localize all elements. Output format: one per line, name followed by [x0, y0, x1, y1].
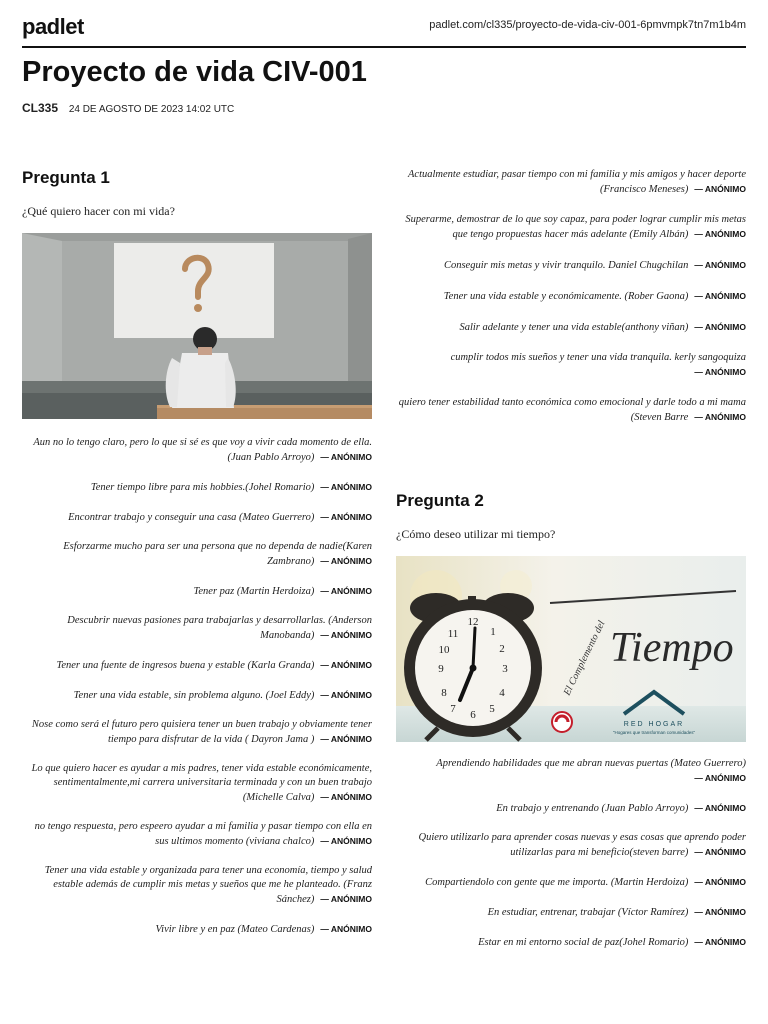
section-title: Pregunta 2	[396, 491, 484, 510]
post-author: — ANÓNIMO	[694, 260, 746, 270]
post-author: — ANÓNIMO	[694, 937, 746, 947]
svg-text:5: 5	[489, 703, 495, 715]
post-item[interactable]	[396, 351, 746, 380]
section-image-question-mark[interactable]	[22, 233, 372, 419]
post-author: — ANÓNIMO	[694, 773, 746, 783]
post-item[interactable]	[22, 614, 372, 643]
post-item[interactable]	[22, 688, 372, 703]
post-item[interactable]	[396, 831, 746, 860]
post-item[interactable]	[396, 320, 746, 335]
question-wall-illustration	[22, 233, 372, 419]
post-item[interactable]	[396, 801, 746, 816]
post-item[interactable]	[396, 875, 746, 890]
svg-text:3: 3	[502, 663, 508, 675]
post-text: Estar en mi entorno social de paz(Johel Romario)	[478, 937, 689, 948]
post-text: Aprendiendo habilidades que me abran nuevas puertas (Mateo Guerrero)	[436, 758, 746, 769]
post-item[interactable]	[22, 584, 372, 599]
section-pregunta-1-continued	[396, 168, 746, 425]
post-author: — ANÓNIMO	[694, 412, 746, 422]
brand-tagline: "Hogares que transforman comunidades"	[612, 730, 696, 735]
section-question: ¿Cómo deseo utilizar mi tiempo?	[396, 527, 556, 541]
script-subtitle: El Complemento del	[561, 619, 608, 698]
post-author: — ANÓNIMO	[320, 734, 372, 744]
post-author: — ANÓNIMO	[320, 690, 372, 700]
post-author: — ANÓNIMO	[320, 792, 372, 802]
svg-text:2: 2	[499, 643, 505, 655]
post-text: Descubrir nuevas pasiones para trabajarlas y desarrollarlas. (Anderson Manobanda)	[67, 615, 372, 641]
post-author: — ANÓNIMO	[694, 907, 746, 917]
section-pregunta-1	[22, 168, 372, 952]
post-text: Nose como será el futuro pero quisiera tener un buen trabajo y obviamente tener tiempo para disfrutar de la vida ( Dayron Jama )	[31, 719, 372, 745]
post-text: Encontrar trabajo y conseguir una casa (Mateo Guerrero)	[68, 512, 315, 523]
post-author: — ANÓNIMO	[320, 556, 372, 566]
post-item[interactable]	[396, 757, 746, 786]
post-text: Lo que quiero hacer es ayudar a mis padres, tener vida estable económicamente, sentimentalmente,mi carrera universitaria terminada y con un buen trabajo (Michelle Calva)	[31, 763, 372, 803]
post-text: Actualmente estudiar, pasar tiempo con mi familia y mis amigos y hacer deporte (Francisco Meneses)	[408, 169, 746, 195]
header-bar	[22, 12, 746, 48]
post-text: Aun no lo tengo claro, pero lo que si sé es que voy a vivir cada momento de ella. (Juan Pablo Arroyo)	[33, 437, 372, 463]
post-item[interactable]	[396, 905, 746, 920]
page-title: Proyecto de vida CIV-001	[22, 56, 367, 88]
post-author: — ANÓNIMO	[320, 836, 372, 846]
post-text: Tener tiempo libre para mis hobbies.(Johel Romario)	[90, 482, 315, 493]
post-text: Tener paz (Martin Herdoiza)	[193, 586, 315, 597]
post-author: — ANÓNIMO	[320, 660, 372, 670]
section-image-clock[interactable]	[396, 556, 746, 742]
post-item[interactable]	[396, 935, 746, 950]
svg-text:4: 4	[499, 687, 505, 699]
post-text: Tener una fuente de ingresos buena y estable (Karla Granda)	[56, 660, 315, 671]
post-author: — ANÓNIMO	[694, 322, 746, 332]
svg-text:12: 12	[467, 616, 479, 628]
post-author: — ANÓNIMO	[320, 586, 372, 596]
post-item[interactable]	[22, 762, 372, 805]
post-text: Tener una vida estable y económicamente. (Rober Gaona)	[443, 291, 689, 302]
post-author: — ANÓNIMO	[694, 367, 746, 377]
svg-text:10: 10	[438, 644, 450, 656]
page-meta	[22, 101, 234, 115]
post-item[interactable]	[22, 864, 372, 907]
post-text: Esforzarme mucho para ser una persona que no dependa de nadie(Karen Zambrano)	[63, 541, 372, 567]
section-question: ¿Qué quiero hacer con mi vida?	[22, 204, 175, 218]
brand-name: RED HOGAR	[623, 721, 685, 728]
post-text: no tengo respuesta, pero espeero ayudar a mi familia y pasar tiempo con ella en sus ultimos momento (viviana chalco)	[34, 821, 372, 847]
post-text: cumplir todos mis sueños y tener una vida tranquila. kerly sangoquiza	[450, 352, 746, 363]
svg-text:8: 8	[441, 687, 447, 699]
owner-name[interactable]: CL335	[22, 101, 59, 115]
svg-text:6: 6	[470, 709, 476, 721]
post-item[interactable]	[396, 396, 746, 425]
post-author: — ANÓNIMO	[320, 630, 372, 640]
post-text: Vivir libre y en paz (Mateo Cardenas)	[155, 924, 315, 935]
big-time-word: Tiempo	[610, 625, 734, 671]
page-date: 24 DE AGOSTO DE 2023 14:02 UTC	[68, 104, 235, 115]
section-title: Pregunta 1	[22, 168, 110, 187]
post-author: — ANÓNIMO	[320, 482, 372, 492]
post-author: — ANÓNIMO	[694, 229, 746, 239]
post-text: quiero tener estabilidad tanto económica como emocional y darle todo a mi mama (Steven Barre	[398, 397, 746, 423]
post-text: Tener una vida estable y organizada para tener una economía, tiempo y salud estable además de cumplir mis metas y sueños que me he planteado. (Franz Sánchez)	[44, 865, 372, 905]
post-item[interactable]	[22, 922, 372, 937]
post-text: Tener una vida estable, sin problema alguno. (Joel Eddy)	[73, 690, 315, 701]
post-author: — ANÓNIMO	[320, 452, 372, 462]
post-text: Conseguir mis metas y vivir tranquilo. Daniel Chugchilan	[443, 260, 689, 271]
post-author: — ANÓNIMO	[694, 803, 746, 813]
post-item[interactable]	[396, 168, 746, 197]
post-text: Superarme, demostrar de lo que soy capaz, para poder lograr cumplir mis metas que tengo propuestas hacer más adelante (Emily Albán)	[405, 214, 746, 240]
post-item[interactable]	[22, 718, 372, 747]
svg-text:9: 9	[438, 663, 444, 675]
page-url[interactable]: padlet.com/cl335/proyecto-de-vida-civ-001-6pmvmpk7tn7m1b4m	[429, 19, 746, 31]
post-author: — ANÓNIMO	[694, 291, 746, 301]
post-text: En estudiar, entrenar, trabajar (Víctor Ramírez)	[487, 907, 689, 918]
post-author: — ANÓNIMO	[320, 894, 372, 904]
posts-list	[396, 168, 746, 425]
post-item[interactable]	[22, 820, 372, 849]
posts-list	[22, 436, 372, 937]
post-item[interactable]	[396, 289, 746, 304]
small-logo-icon	[552, 712, 572, 732]
svg-text:11: 11	[447, 628, 459, 640]
time-banner-illustration	[396, 556, 746, 742]
post-author: — ANÓNIMO	[694, 847, 746, 857]
post-item[interactable]	[22, 658, 372, 673]
post-author: — ANÓNIMO	[694, 877, 746, 887]
post-author: — ANÓNIMO	[694, 184, 746, 194]
post-item[interactable]	[396, 213, 746, 242]
post-item[interactable]	[22, 540, 372, 569]
post-text: En trabajo y entrenando (Juan Pablo Arroyo)	[496, 803, 689, 814]
padlet-logo[interactable]: padlet	[22, 14, 84, 39]
post-item[interactable]	[22, 510, 372, 525]
svg-text:1: 1	[490, 626, 496, 638]
post-item[interactable]	[396, 258, 746, 273]
post-text: Compartiendolo con gente que me importa. (Martin Herdoiza)	[425, 877, 689, 888]
post-text: Salir adelante y tener una vida estable(anthony viñan)	[459, 322, 689, 333]
post-author: — ANÓNIMO	[320, 924, 372, 934]
post-author: — ANÓNIMO	[320, 512, 372, 522]
section-pregunta-2	[396, 491, 746, 965]
post-text: Quiero utilizarlo para aprender cosas nuevas y esas cosas que aprendo poder utilizarlas para mi beneficio(steven barre)	[418, 832, 746, 858]
post-item[interactable]	[22, 480, 372, 495]
svg-text:7: 7	[450, 703, 456, 715]
posts-list	[396, 757, 746, 950]
post-item[interactable]	[22, 436, 372, 465]
